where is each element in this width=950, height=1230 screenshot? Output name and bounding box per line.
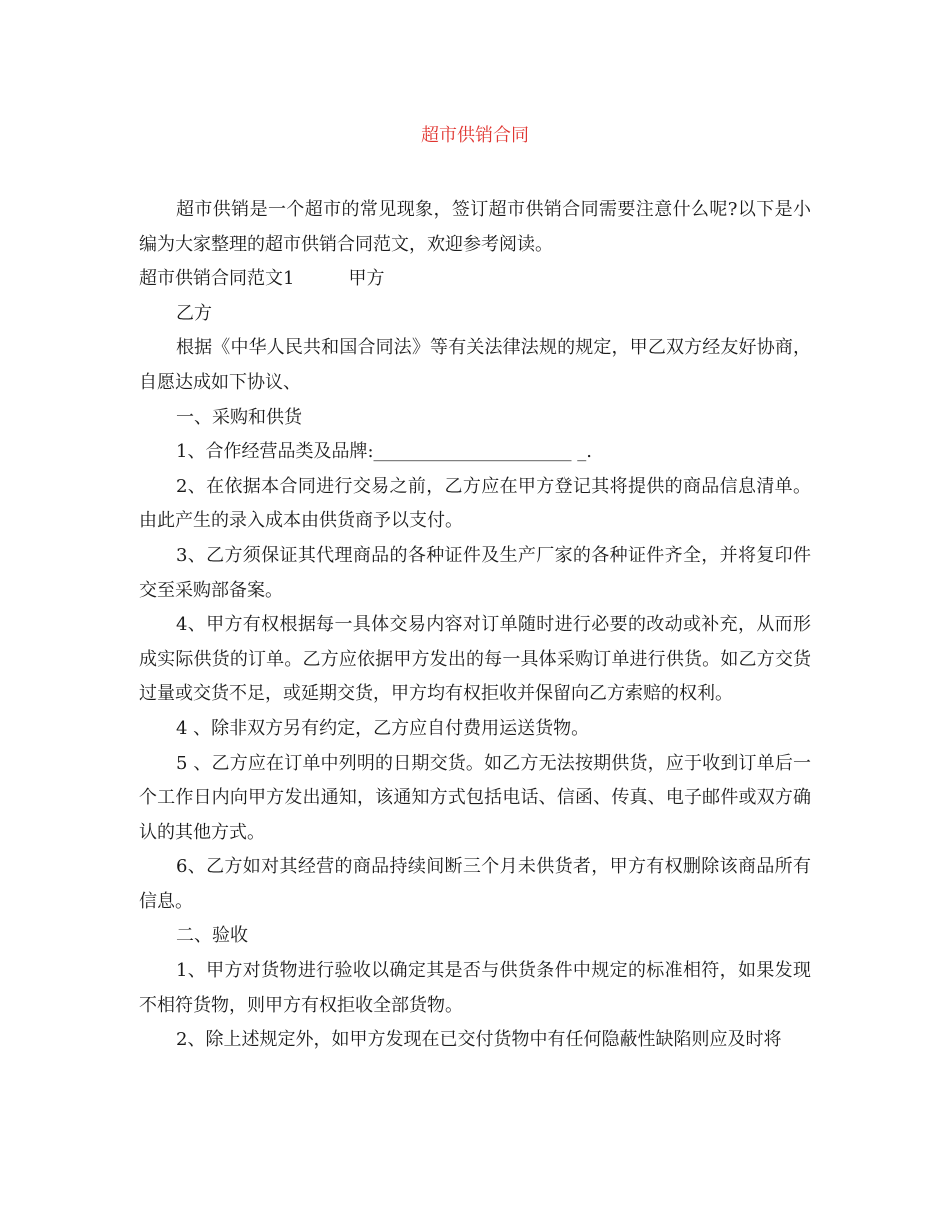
- section-2-title: 二、验收: [176, 925, 248, 947]
- section-1-item-6: 6、乙方如对其经营的商品持续间断三个月未供货者，甲方有权删除该商品所有信息。: [139, 856, 811, 912]
- document-title: 超市供销合同: [421, 125, 529, 146]
- contract-heading-line: [139, 262, 811, 297]
- section-1-item-5: 5 、乙方应在订单中列明的日期交货。如乙方无法按期供货，应于收到订单后一个工作日内向甲方发出通知，该通知方式包括电话、信函、传真、电子邮件或双方确认的其他方式。: [139, 752, 811, 843]
- contract-heading-label: 超市供销合同范文1: [139, 268, 295, 290]
- document-body: [139, 193, 811, 1058]
- preamble-paragraph: 根据《中华人民共和国合同法》等有关法律法规的规定，甲乙双方经友好协商，自愿达成如下协议、: [139, 337, 811, 393]
- section-1-item-1: [139, 435, 811, 470]
- intro-paragraph: 超市供销是一个超市的常见现象，签订超市供销合同需要注意什么呢?以下是小编为大家整理的超市供销合同范文，欢迎参考阅读。: [139, 199, 811, 255]
- section-1-item-2: 2、在依据本合同进行交易之前，乙方应在甲方登记其将提供的商品信息清单。由此产生的录入成本由供货商予以支付。: [139, 475, 811, 532]
- section-1-item-3: 3、乙方须保证其代理商品的各种证件及生产厂家的各种证件齐全，并将复印件交至采购部备案。: [139, 544, 811, 601]
- section-2-item-1: 1、甲方对货物进行验收以确定其是否与供货条件中规定的标准相符，如果发现不相符货物，则甲方有权拒收全部货物。: [139, 960, 811, 1016]
- party-a-label: 甲方: [348, 268, 385, 290]
- section-1-title: 一、采购和供货: [176, 406, 302, 428]
- item-1-suffix: _.: [571, 441, 592, 463]
- item-1-blank-line: ______________________: [373, 441, 572, 463]
- section-1-item-4: 4、甲方有权根据每一具体交易内容对订单随时进行必要的改动或补充，从而形成实际供货的订单。乙方应依据甲方发出的每一具体采购订单进行供货。如乙方交货过量或交货不足，或延期交货，甲方均有权拒收并保留向乙方索赔的权利。: [139, 614, 811, 705]
- section-1-item-4b: 4 、除非双方另有约定，乙方应自付费用运送货物。: [176, 717, 590, 739]
- item-1-prefix: 1、合作经营品类及品牌:: [176, 441, 374, 463]
- section-2-item-2: 2、除上述规定外，如甲方发现在已交付货物中有任何隐蔽性缺陷则应及时将: [176, 1029, 782, 1051]
- party-b-label: 乙方: [176, 302, 212, 324]
